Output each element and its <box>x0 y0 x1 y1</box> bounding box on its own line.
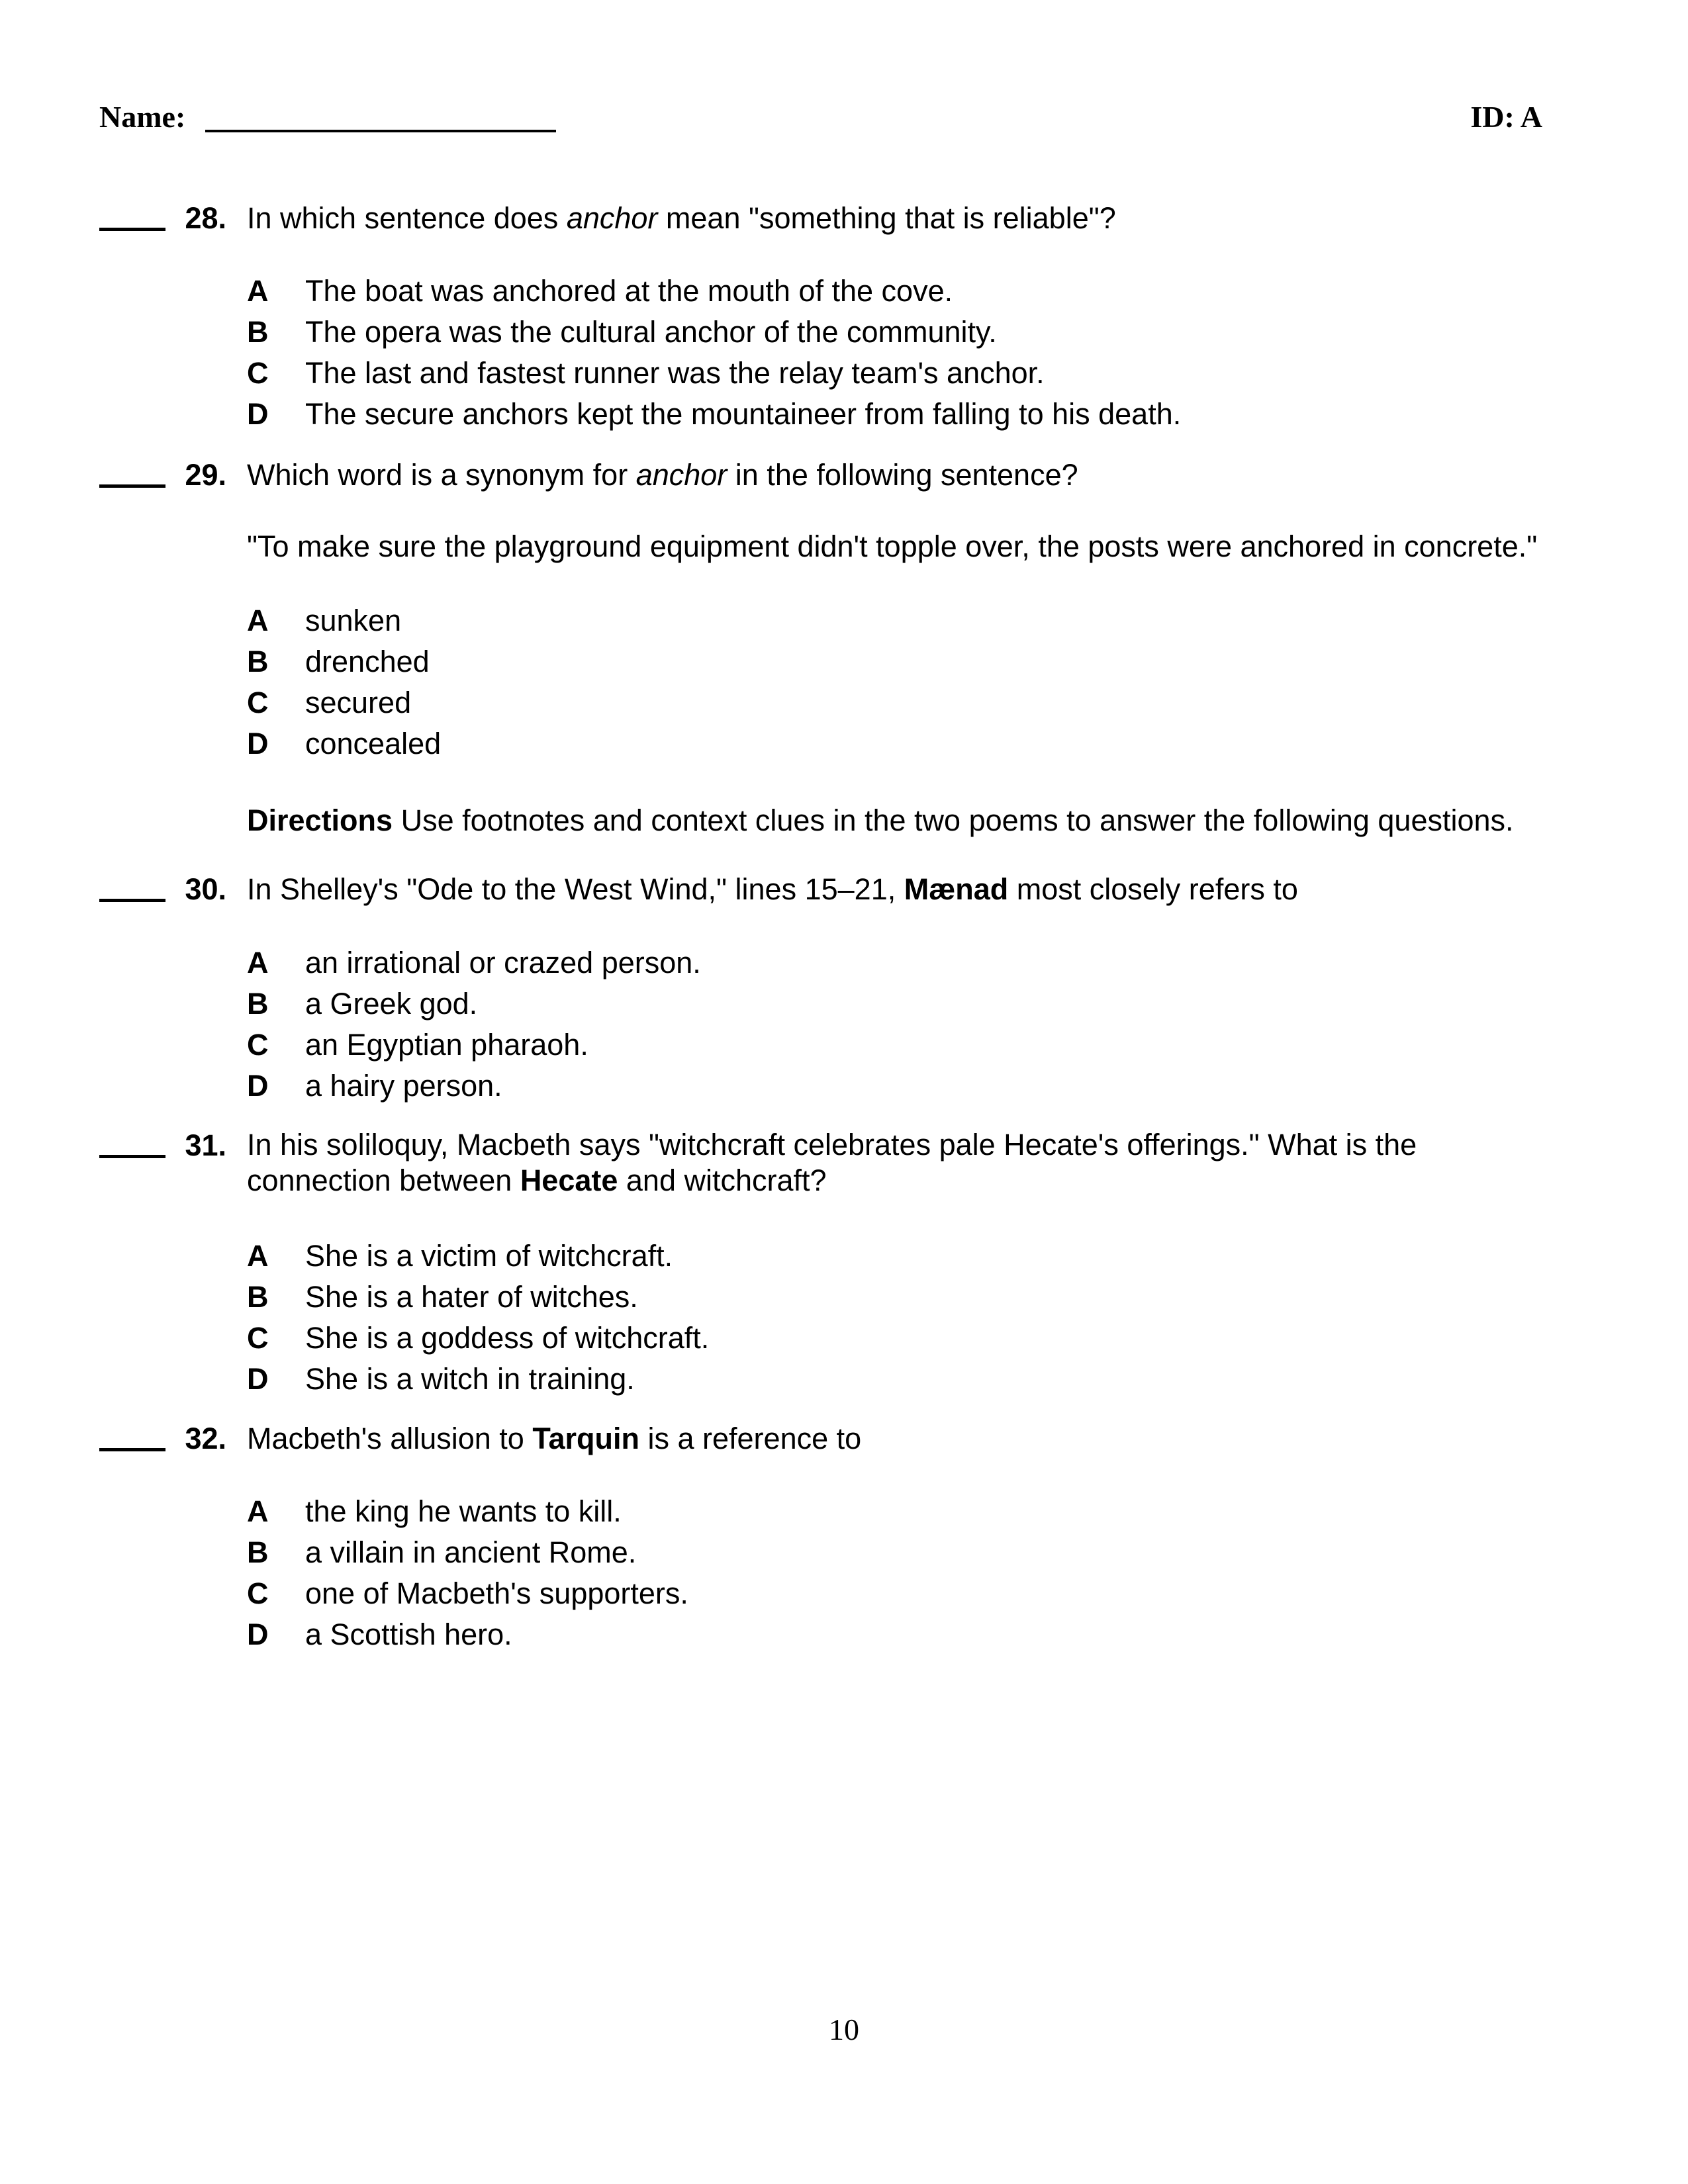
choice-32-a[interactable]: A the king he wants to kill. <box>247 1494 622 1528</box>
choice-31-a[interactable]: A She is a victim of witchcraft. <box>247 1239 673 1273</box>
choice-28-c[interactable]: C The last and fastest runner was the relay team's anchor. <box>247 356 1045 390</box>
directions-text: Use footnotes and context clues in the two poems to answer the following questions. <box>393 803 1514 837</box>
answer-blank-31[interactable] <box>99 1155 165 1158</box>
choice-31-c[interactable]: C She is a goddess of witchcraft. <box>247 1321 710 1355</box>
choice-28-b[interactable]: B The opera was the cultural anchor of the community. <box>247 315 997 349</box>
choice-31-d[interactable]: D She is a witch in training. <box>247 1362 635 1396</box>
question-number: 28. <box>185 201 226 235</box>
choice-30-c[interactable]: C an Egyptian pharaoh. <box>247 1028 588 1062</box>
choice-29-d[interactable]: D concealed <box>247 727 442 760</box>
page-number: 10 <box>829 2013 859 2046</box>
choice-30-d[interactable]: D a hairy person. <box>247 1069 502 1103</box>
choice-29-b[interactable]: B drenched <box>247 645 430 678</box>
answer-blank-30[interactable] <box>99 899 165 902</box>
id-label: ID: A <box>1470 100 1542 134</box>
choice-32-c[interactable]: C one of Macbeth's supporters. <box>247 1576 688 1610</box>
answer-blank-29[interactable] <box>99 484 165 488</box>
question-text: Which word is a synonym for anchor in the following sentence? <box>247 458 1078 492</box>
question-number: 32. <box>185 1422 226 1455</box>
question-text: In his soliloquy, Macbeth says "witchcraft celebrates pale Hecate's offerings." What is the connection between Hecate and witchcraft? <box>247 1128 1417 1197</box>
name-label: Name: <box>99 100 186 134</box>
choice-28-d[interactable]: D The secure anchors kept the mountaineer from falling to his death. <box>247 397 1182 431</box>
choice-30-b[interactable]: B a Greek god. <box>247 987 478 1021</box>
choice-list-30 <box>247 944 1564 1109</box>
question-number: 29. <box>185 458 226 492</box>
choice-29-a[interactable]: A sunken <box>247 604 402 637</box>
answer-blank-28[interactable] <box>99 228 165 231</box>
page-header <box>99 99 1542 146</box>
choice-32-b[interactable]: B a villain in ancient Rome. <box>247 1535 637 1569</box>
example-sentence: "To make sure the playground equipment didn't topple over, the posts were anchored in concrete." <box>247 529 1538 563</box>
name-field[interactable] <box>205 130 556 132</box>
choice-list-32 <box>247 1493 1564 1657</box>
choice-29-c[interactable]: C secured <box>247 686 412 719</box>
question-text: Macbeth's allusion to Tarquin is a reference to <box>247 1422 862 1455</box>
choice-30-a[interactable]: A an irrational or crazed person. <box>247 946 701 979</box>
answer-blank-32[interactable] <box>99 1448 165 1451</box>
choice-31-b[interactable]: B She is a hater of witches. <box>247 1280 638 1314</box>
choice-28-a[interactable]: A The boat was anchored at the mouth of the cove. <box>247 274 953 308</box>
choice-list-28 <box>247 273 1564 437</box>
question-number: 31. <box>185 1128 226 1162</box>
question-number: 30. <box>185 872 226 906</box>
question-text: In which sentence does anchor mean "something that is reliable"? <box>247 201 1116 235</box>
directions <box>247 802 1604 839</box>
choice-32-d[interactable]: D a Scottish hero. <box>247 1617 512 1651</box>
question-text: In Shelley's "Ode to the West Wind," lines 15–21, Mænad most closely refers to <box>247 872 1298 906</box>
directions-label: Directions <box>247 803 393 837</box>
choice-list-31 <box>247 1238 1564 1402</box>
choice-list-29 <box>247 602 1564 766</box>
